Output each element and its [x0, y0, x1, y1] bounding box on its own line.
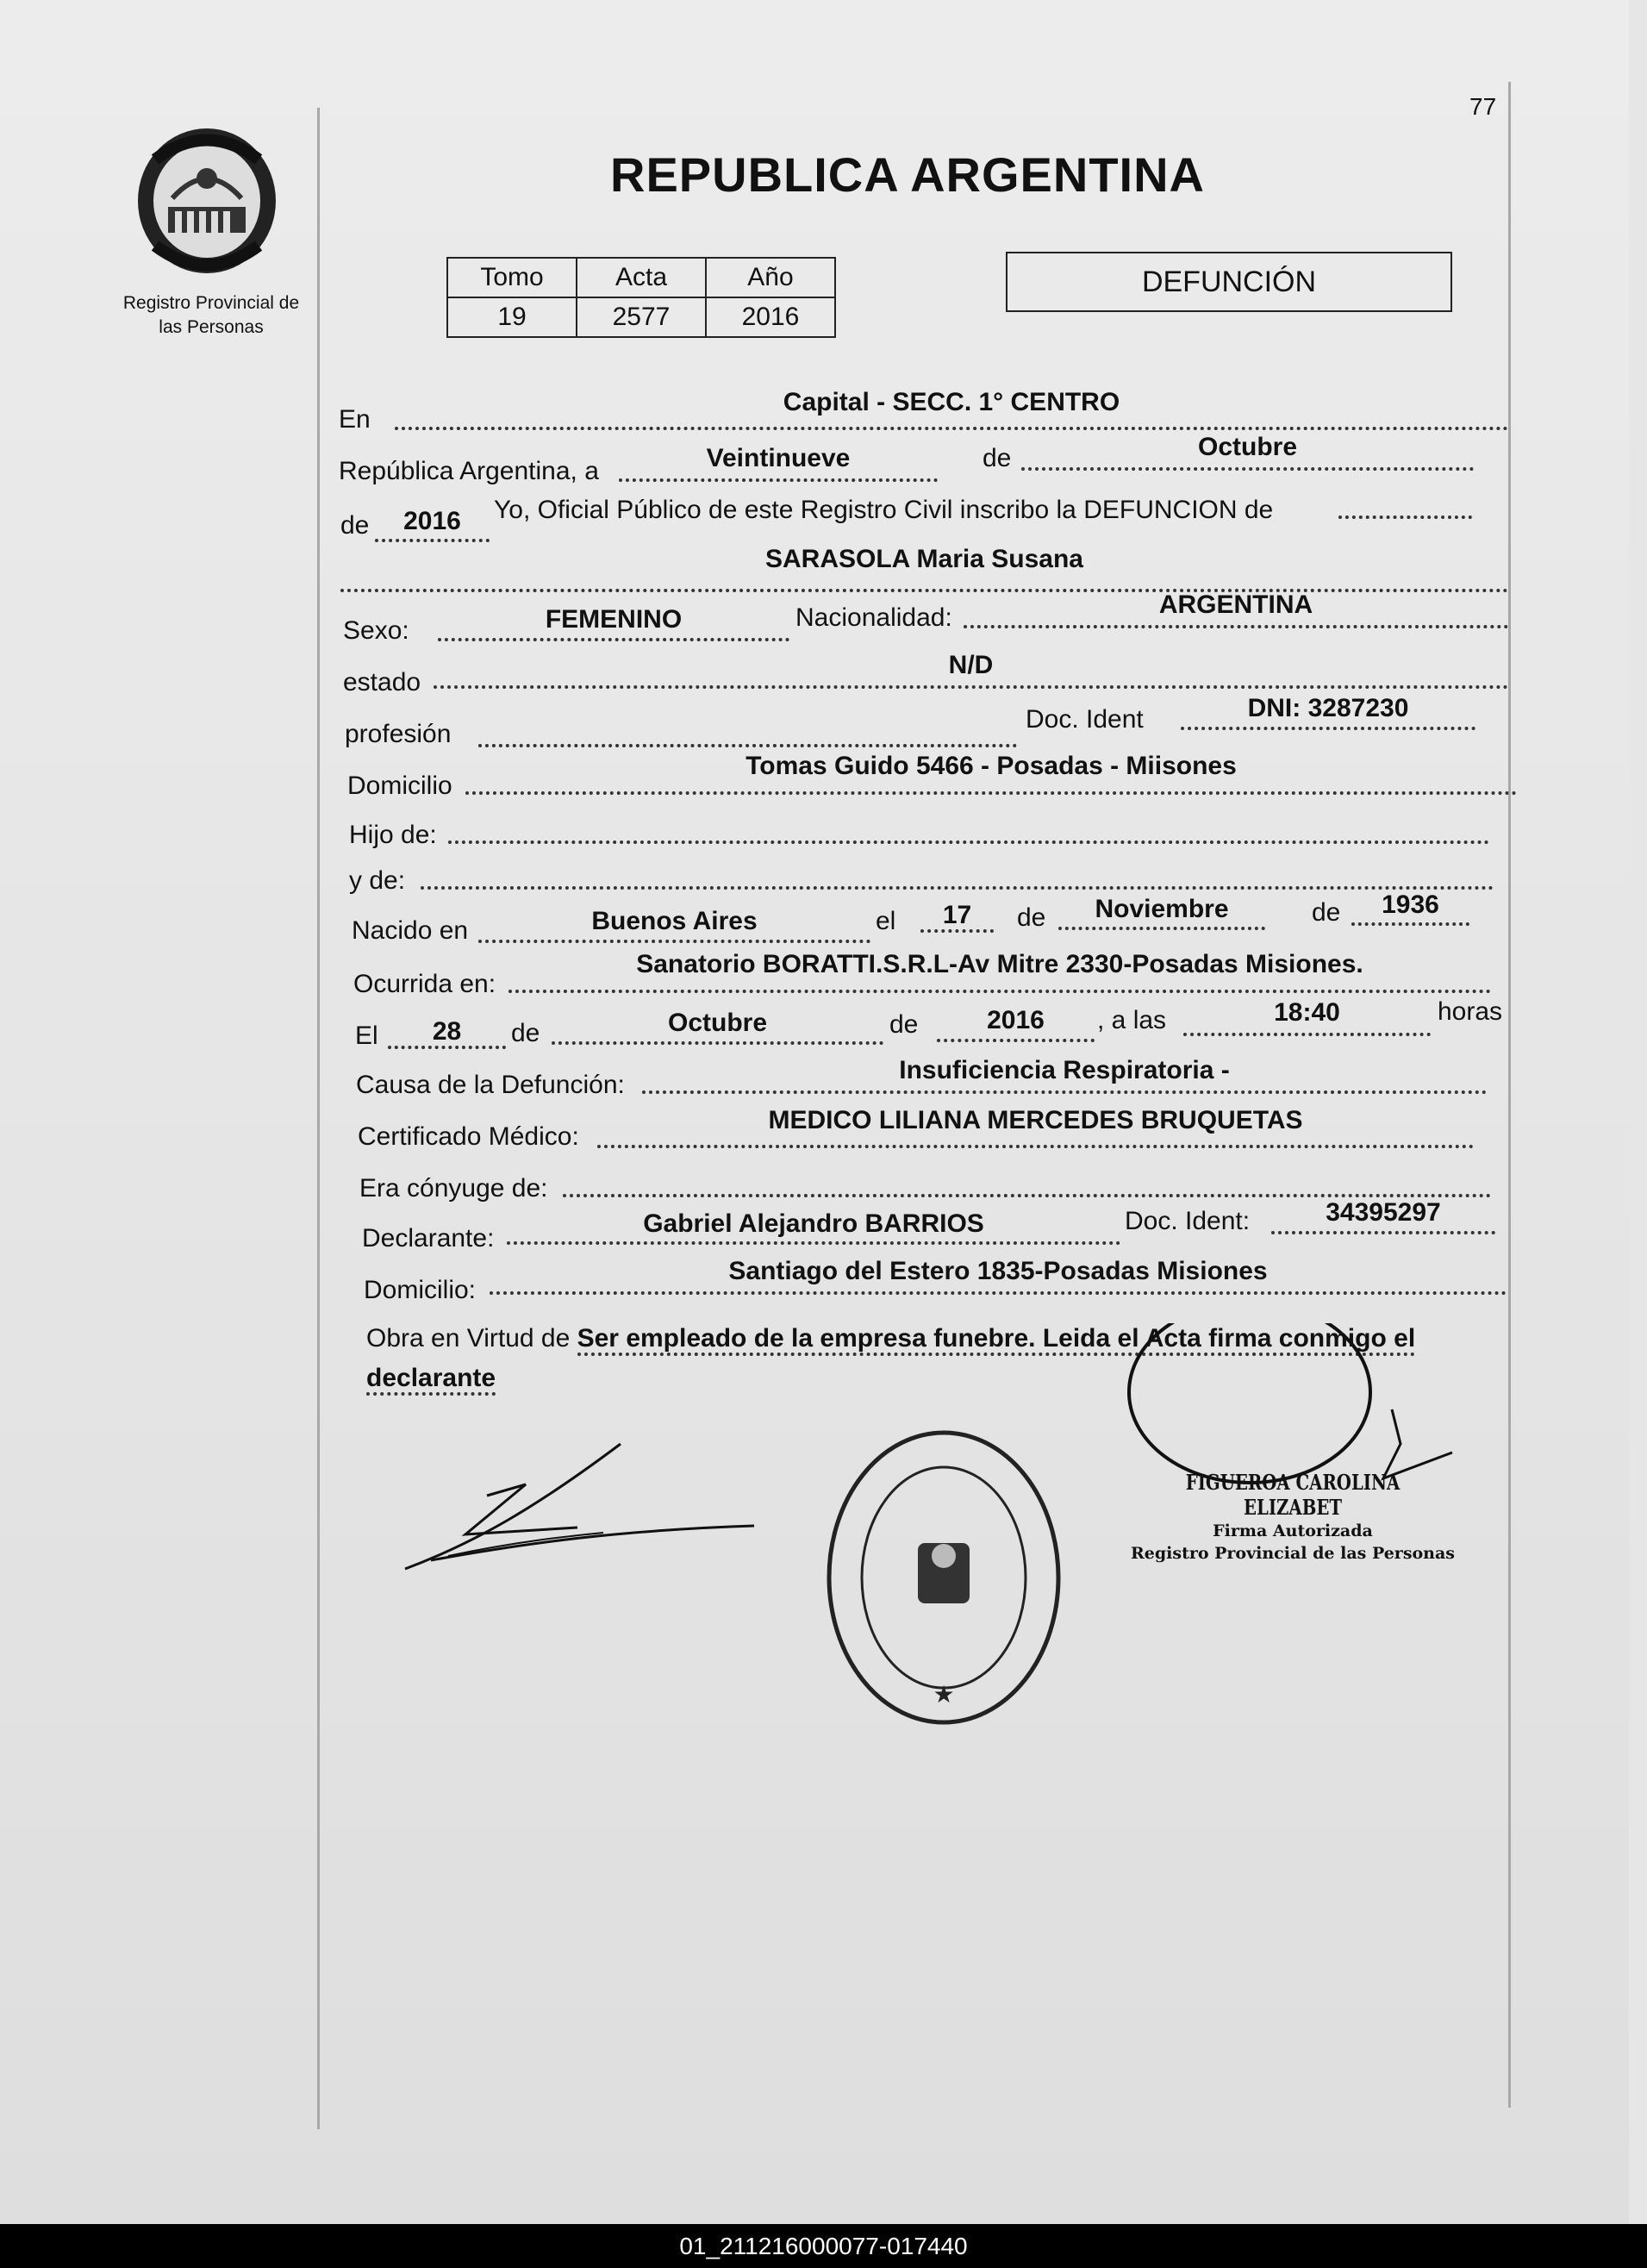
- dotted-line: [597, 1145, 1474, 1148]
- dotted-line: [619, 478, 938, 482]
- table-cell: 2577: [577, 297, 706, 337]
- table-header: Acta: [577, 258, 706, 297]
- footer-id: 01_211216000077-017440: [0, 2224, 1647, 2268]
- value-nombre: SARASOLA Maria Susana: [765, 545, 1083, 573]
- label-conyuge: Era cónyuge de:: [359, 1174, 548, 1203]
- label-nacionalidad: Nacionalidad:: [795, 603, 952, 632]
- page-title: REPUBLICA ARGENTINA: [610, 147, 1205, 202]
- document-type-box: DEFUNCIÓN: [1006, 252, 1452, 312]
- label-doc-ident: Doc. Ident:: [1125, 1207, 1251, 1235]
- dotted-line: [421, 886, 1494, 890]
- dotted-line: [1021, 467, 1474, 471]
- label-estado: estado: [343, 668, 421, 697]
- seal-emblem-icon: [134, 125, 280, 276]
- dotted-line: [448, 840, 1489, 844]
- dotted-line: [465, 791, 1517, 795]
- label-el: El: [355, 1022, 378, 1050]
- value-def-anio: 2016: [987, 1006, 1045, 1034]
- value-lugar: Capital - SECC. 1° CENTRO: [783, 388, 1120, 416]
- dotted-line: [375, 539, 490, 542]
- label-declarante: Declarante:: [362, 1224, 495, 1253]
- declarante-signature: [396, 1431, 758, 1578]
- value-def-mes: Octubre: [667, 1009, 768, 1037]
- label-de: de: [983, 444, 1012, 472]
- value-declarante-domicilio: Santiago del Estero 1835-Posadas Misiones: [728, 1257, 1268, 1285]
- table-row: [447, 297, 835, 337]
- dotted-line: [1058, 927, 1265, 930]
- table-header: Tomo: [447, 258, 577, 297]
- value-dni: DNI: 3287230: [1247, 694, 1409, 722]
- table-header-row: [447, 258, 835, 297]
- value-nacido-mes: Noviembre: [1095, 895, 1229, 923]
- table-cell: 2016: [706, 297, 835, 337]
- dotted-line: [478, 940, 870, 943]
- value-domicilio: Tomas Guido 5466 - Posadas - Miisones: [746, 752, 1237, 780]
- firma-line: Firma Autorizada: [1213, 1521, 1373, 1540]
- official-stamp: [823, 1427, 1064, 1728]
- value-def-hora: 18:40: [1274, 998, 1340, 1027]
- value-dia: Veintinueve: [706, 444, 851, 472]
- label-y-de: y de:: [349, 866, 406, 895]
- label-profesion: profesión: [345, 720, 452, 748]
- value-anio: 2016: [403, 507, 461, 535]
- dotted-line: [1181, 727, 1475, 730]
- label-de: de: [511, 1019, 540, 1047]
- dotted-line: [642, 1090, 1487, 1094]
- table-cell: 19: [447, 297, 577, 337]
- label-domicilio: Domicilio: [347, 772, 452, 800]
- label-doc-ident: Doc. Ident: [1026, 705, 1144, 734]
- dotted-line: [563, 1194, 1491, 1197]
- dotted-line: [1183, 1033, 1431, 1036]
- dotted-line: [1338, 515, 1472, 519]
- label-horas: horas: [1438, 997, 1503, 1026]
- dotted-line: [438, 638, 789, 641]
- label-yo-oficial: Yo, Oficial Público de este Registro Civil inscribo la DEFUNCION de: [494, 496, 1274, 524]
- dotted-line: [937, 1039, 1095, 1042]
- label-a-las: , a las: [1097, 1006, 1167, 1034]
- label-causa: Causa de la Defunción:: [356, 1071, 625, 1099]
- firma-name: FIGUEROA CAROLINA ELIZABET: [1185, 1470, 1401, 1520]
- dotted-line: [507, 1241, 1120, 1245]
- value-ocurrida: Sanatorio BORATTI.S.R.L-Av Mitre 2330-Posadas Misiones.: [636, 950, 1363, 978]
- value-certificado: MEDICO LILIANA MERCEDES BRUQUETAS: [768, 1106, 1303, 1134]
- value-def-dia: 28: [432, 1017, 462, 1046]
- value-causa: Insuficiencia Respiratoria -: [899, 1056, 1230, 1084]
- tomo-acta-table: [446, 257, 836, 338]
- dotted-line: [1351, 922, 1469, 926]
- label-de: de: [1017, 903, 1046, 932]
- value-sexo: FEMENINO: [545, 605, 683, 634]
- registro-provincial-label: Registro Provincial de las Personas: [122, 293, 300, 337]
- value-nacionalidad: ARGENTINA: [1158, 590, 1313, 619]
- value-nacido-lugar: Buenos Aires: [591, 907, 758, 935]
- firma-autorizada-block: [1120, 1470, 1465, 1565]
- label-hijo-de: Hijo de:: [349, 821, 437, 849]
- table-header: Año: [706, 258, 835, 297]
- label-sexo: Sexo:: [343, 616, 409, 645]
- dotted-line: [964, 625, 1508, 628]
- right-margin-line: [1508, 82, 1511, 2108]
- firma-line: Registro Provincial de las Personas: [1130, 1544, 1456, 1563]
- label-certificado: Certificado Médico:: [358, 1122, 579, 1151]
- label-de: de: [1312, 898, 1341, 927]
- value-nacido-anio: 1936: [1382, 890, 1439, 919]
- dotted-line: [434, 685, 1508, 689]
- value-declarante: Gabriel Alejandro BARRIOS: [643, 1209, 984, 1238]
- provincia-seal: [134, 125, 280, 276]
- dotted-line: [508, 990, 1491, 993]
- page-number: 77: [1469, 93, 1497, 120]
- label-en: En: [339, 405, 371, 434]
- label-republica: República Argentina, a: [339, 457, 599, 485]
- label-nacido-en: Nacido en: [352, 916, 469, 945]
- value-obra: Ser empleado de la empresa funebre. Leida el Acta firma conmigo el declarante: [366, 1324, 1415, 1396]
- label-de: de: [340, 511, 370, 540]
- dotted-line: [478, 744, 1017, 747]
- dotted-line: [490, 1291, 1507, 1295]
- value-nacido-dia: 17: [942, 901, 972, 929]
- left-margin-line: [317, 108, 320, 2129]
- value-declarante-dni: 34395297: [1326, 1198, 1441, 1227]
- label-de: de: [889, 1010, 919, 1039]
- label-obra: Obra en Virtud de: [366, 1324, 571, 1353]
- stamp-icon: [823, 1427, 1064, 1728]
- value-estado: N/D: [948, 651, 994, 679]
- dotted-line: [395, 427, 1508, 430]
- svg-text:★: ★: [933, 1681, 955, 1708]
- label-ocurrida-en: Ocurrida en:: [353, 970, 496, 998]
- label-domicilio: Domicilio:: [364, 1276, 477, 1304]
- dotted-line: [552, 1041, 883, 1045]
- label-el: el: [876, 907, 896, 935]
- dotted-line: [1271, 1231, 1495, 1234]
- value-mes: Octubre: [1197, 433, 1298, 461]
